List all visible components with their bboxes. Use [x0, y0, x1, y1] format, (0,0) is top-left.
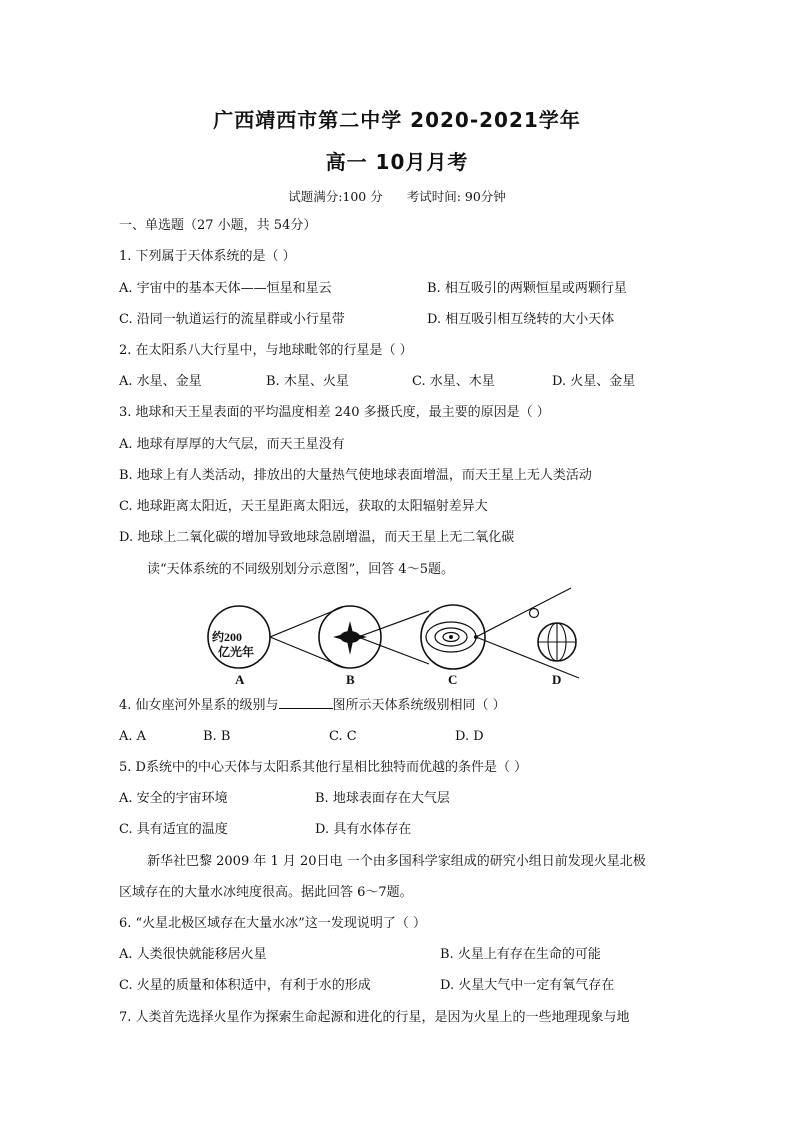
- q4-stem-before: 4. 仙女座河外星系的级别与: [119, 698, 279, 713]
- q1-option-a: A. 宇宙中的基本天体——恒星和星云: [119, 281, 332, 296]
- q7-stem: 7. 人类首先选择火星作为探索生命起源和进化的行星，是因为火星上的一些地理现象与地: [119, 1010, 630, 1025]
- section-heading: 一、单选题（27 小题，共 54分）: [119, 218, 317, 233]
- q1-stem: 1. 下列属于天体系统的是（ ）: [119, 249, 296, 264]
- exam-time: 考试时间: 90分钟: [406, 189, 506, 204]
- celestial-system-diagram: [200, 585, 600, 690]
- q6-option-d: D. 火星大气中一定有氧气存在: [440, 978, 615, 993]
- q2-option-d: D. 火星、金星: [552, 374, 636, 389]
- figure-letter-a: A: [235, 672, 245, 687]
- exam-title: 广西靖西市第二中学 2020-2021学年: [213, 108, 581, 132]
- q2-option-c: C. 水星、木星: [412, 374, 495, 389]
- q3-option-a: A. 地球有厚厚的大气层，而天王星没有: [119, 437, 345, 452]
- q5-option-a: A. 安全的宇宙环境: [119, 791, 228, 806]
- q4-stem: [119, 696, 699, 715]
- full-score: 试题满分:100 分: [288, 189, 383, 204]
- q6-option-b: B. 火星上有存在生命的可能: [440, 947, 601, 962]
- q5-option-d: D. 具有水体存在: [315, 822, 412, 837]
- figure-letter-c: C: [448, 672, 458, 687]
- q1-option-c: C. 沿同一轨道运行的流星群或小行星带: [119, 312, 345, 327]
- q4-stem-after: 图所示天体系统级别相同（ ）: [332, 698, 506, 713]
- exam-meta: [0, 187, 794, 205]
- q4-option-c: C. C: [329, 729, 357, 744]
- q3-option-c: C. 地球距离太阳近，天王星距离太阳远，获取的太阳辐射差异大: [119, 499, 488, 514]
- read-prompt: 读“天体系统的不同级别划分示意图”，回答 4～5题。: [147, 562, 454, 577]
- passage-line2: 区域存在的大量水冰纯度很高。据此回答 6～7题。: [119, 885, 413, 900]
- q6-stem: 6. “火星北极区域存在大量水冰”这一发现说明了（ ）: [119, 916, 426, 931]
- q4-option-a: A. A: [119, 729, 147, 744]
- q4-option-d: D. D: [455, 729, 484, 744]
- q5-option-c: C. 具有适宜的温度: [119, 822, 228, 837]
- q4-option-b: B. B: [203, 729, 231, 744]
- q2-option-a: A. 水星、金星: [119, 374, 202, 389]
- q6-option-c: C. 火星的质量和体积适中，有利于水的形成: [119, 978, 371, 993]
- q3-option-d: D. 地球上二氧化碳的增加导致地球急剧增温，而天王星上无二氧化碳: [119, 530, 515, 545]
- figure-letter-d: D: [552, 672, 562, 687]
- q2-option-b: B. 木星、火星: [266, 374, 349, 389]
- figure-label-line2: 亿光年: [218, 645, 255, 659]
- moon: [530, 609, 539, 618]
- q3-option-b: B. 地球上有人类活动，排放出的大量热气使地球表面增温，而天王星上无人类活动: [119, 468, 592, 483]
- q3-stem: 3. 地球和天王星表面的平均温度相差 240 多摄氏度，最主要的原因是（ ）: [119, 405, 550, 420]
- figure-label-line1: 约200: [212, 630, 243, 644]
- q2-stem: 2. 在太阳系八大行星中，与地球毗邻的行星是（ ）: [119, 343, 413, 358]
- passage-line1: 新华社巴黎 2009 年 1 月 20日电 一个由多国科学家组成的研究小组日前发现火星北极: [147, 854, 646, 869]
- figure-letter-b: B: [346, 672, 355, 687]
- q1-option-d: D. 相互吸引相互绕转的大小天体: [427, 312, 615, 327]
- exam-subtitle: 高一 10月月考: [325, 150, 469, 174]
- q1-option-b: B. 相互吸引的两颗恒星或两颗行星: [427, 281, 627, 296]
- q5-option-b: B. 地球表面存在大气层: [315, 791, 450, 806]
- q5-stem: 5. D系统中的中心天体与太阳系其他行星相比独特而优越的条件是（ ）: [119, 760, 528, 775]
- q6-option-a: A. 人类很快就能移居火星: [119, 947, 267, 962]
- q4-answer-blank: [279, 696, 333, 709]
